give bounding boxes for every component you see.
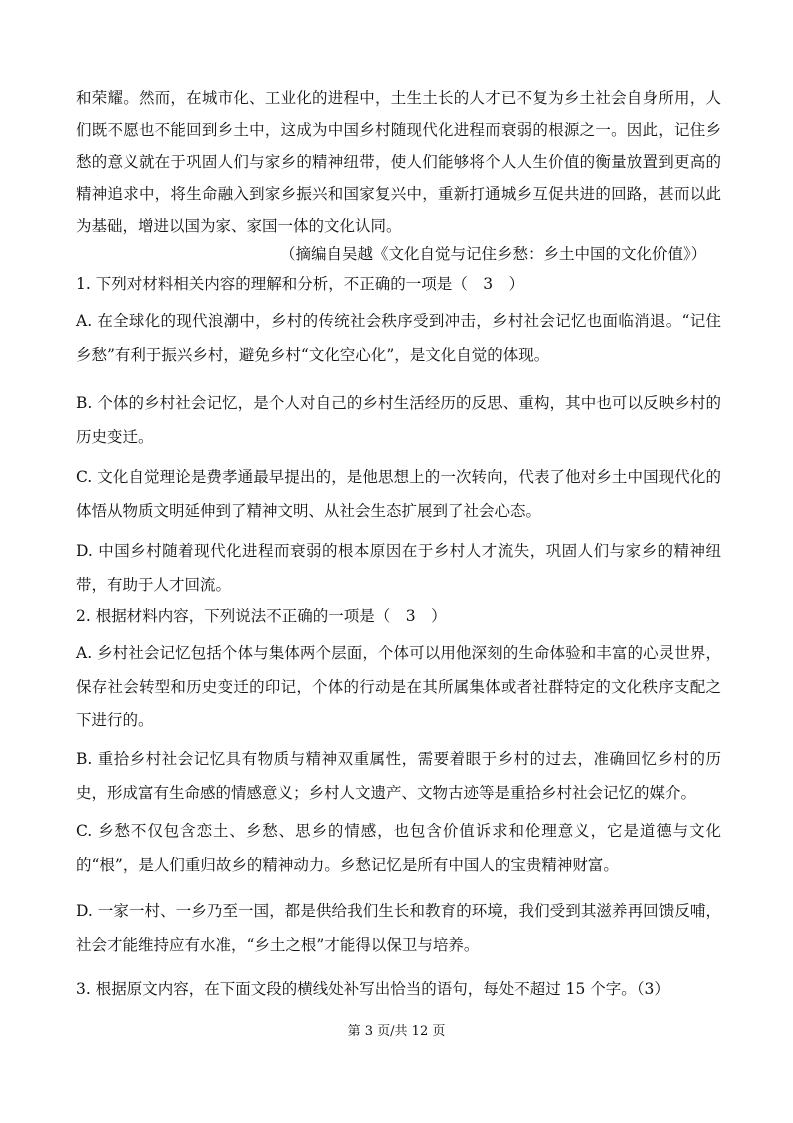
q2-stem: 2. 根据材料内容，下列说法不正确的一项是（ 3 ） bbox=[76, 607, 447, 625]
q2-option-d: D. 一家一村、一乡乃至一国，都是供给我们生长和教育的环境，我们受到其滋养再回馈反哺，社会才能维持应有水准，“乡土之根”才能得以保卫与培养。 bbox=[76, 902, 721, 954]
q1-option-b: B. 个体的乡村社会记忆，是个人对自己的乡村生活经历的反思、重构，其中也可以反映乡村的历史变迁。 bbox=[76, 394, 721, 446]
page-footer: 第 3 页/共 12 页 bbox=[347, 1024, 446, 1039]
passage-paragraph: 和荣耀。然而，在城市化、工业化的进程中，土生土长的人才已不复为乡土社会自身所用，人们既不愿也不能回到乡土中，这成为中国乡村随现代化进程而衰弱的根源之一。因此，记住乡愁的意义就在于巩固人们与家乡的精神纽带，使人们能够将个人人生价值的衡量放置到更高的精神追求中，将生命融入到家乡振兴和国家复兴中，重新打通城乡互促共进的回路，甚而以此为基础，增进以国为家、家国一体的文化认同。 bbox=[76, 89, 721, 235]
q1-option-d: D. 中国乡村随着现代化进程而衰弱的根本原因在于乡村人才流失，巩固人们与家乡的精神纽带，有助于人才回流。 bbox=[76, 542, 721, 594]
q2-option-c: C. 乡愁不仅包含恋土、乡愁、思乡的情感，也包含价值诉求和伦理意义，它是道德与文化的“根”，是人们重归故乡的精神动力。乡愁记忆是所有中国人的宝贵精神财富。 bbox=[76, 822, 721, 874]
q1-stem: 1. 下列对材料相关内容的理解和分析，不正确的一项是（ 3 ） bbox=[76, 275, 525, 293]
source-citation: （摘编自吴越《文化自觉与记住乡愁：乡土中国的文化价值》） bbox=[280, 245, 707, 263]
q1-option-a: A. 在全球化的现代浪潮中，乡村的传统社会秩序受到冲击，乡村社会记忆也面临消退。“记住乡愁”有利于振兴乡村，避免乡村“文化空心化”，是文化自觉的体现。 bbox=[76, 312, 721, 364]
q2-option-b: B. 重拾乡村社会记忆具有物质与精神双重属性，需要着眼于乡村的过去，准确回忆乡村的历史，形成富有生命感的情感意义；乡村人文遗产、文物古迹等是重拾乡村社会记忆的媒介。 bbox=[76, 750, 721, 802]
q3-stem: 3. 根据原文内容，在下面文段的横线处补写出恰当的语句，每处不超过 15 个字。（3） bbox=[76, 980, 670, 998]
q2-option-a: A. 乡村社会记忆包括个体与集体两个层面，个体可以用他深刻的生命体验和丰富的心灵世界，保存社会转型和历史变迁的印记，个体的行动是在其所属集体或者社群特定的文化秩序支配之下进行的。 bbox=[76, 644, 721, 729]
q1-option-c: C. 文化自觉理论是费孝通最早提出的，是他思想上的一次转向，代表了他对乡土中国现代化的体悟从物质文明延伸到了精神文明、从社会生态扩展到了社会心态。 bbox=[76, 468, 721, 520]
